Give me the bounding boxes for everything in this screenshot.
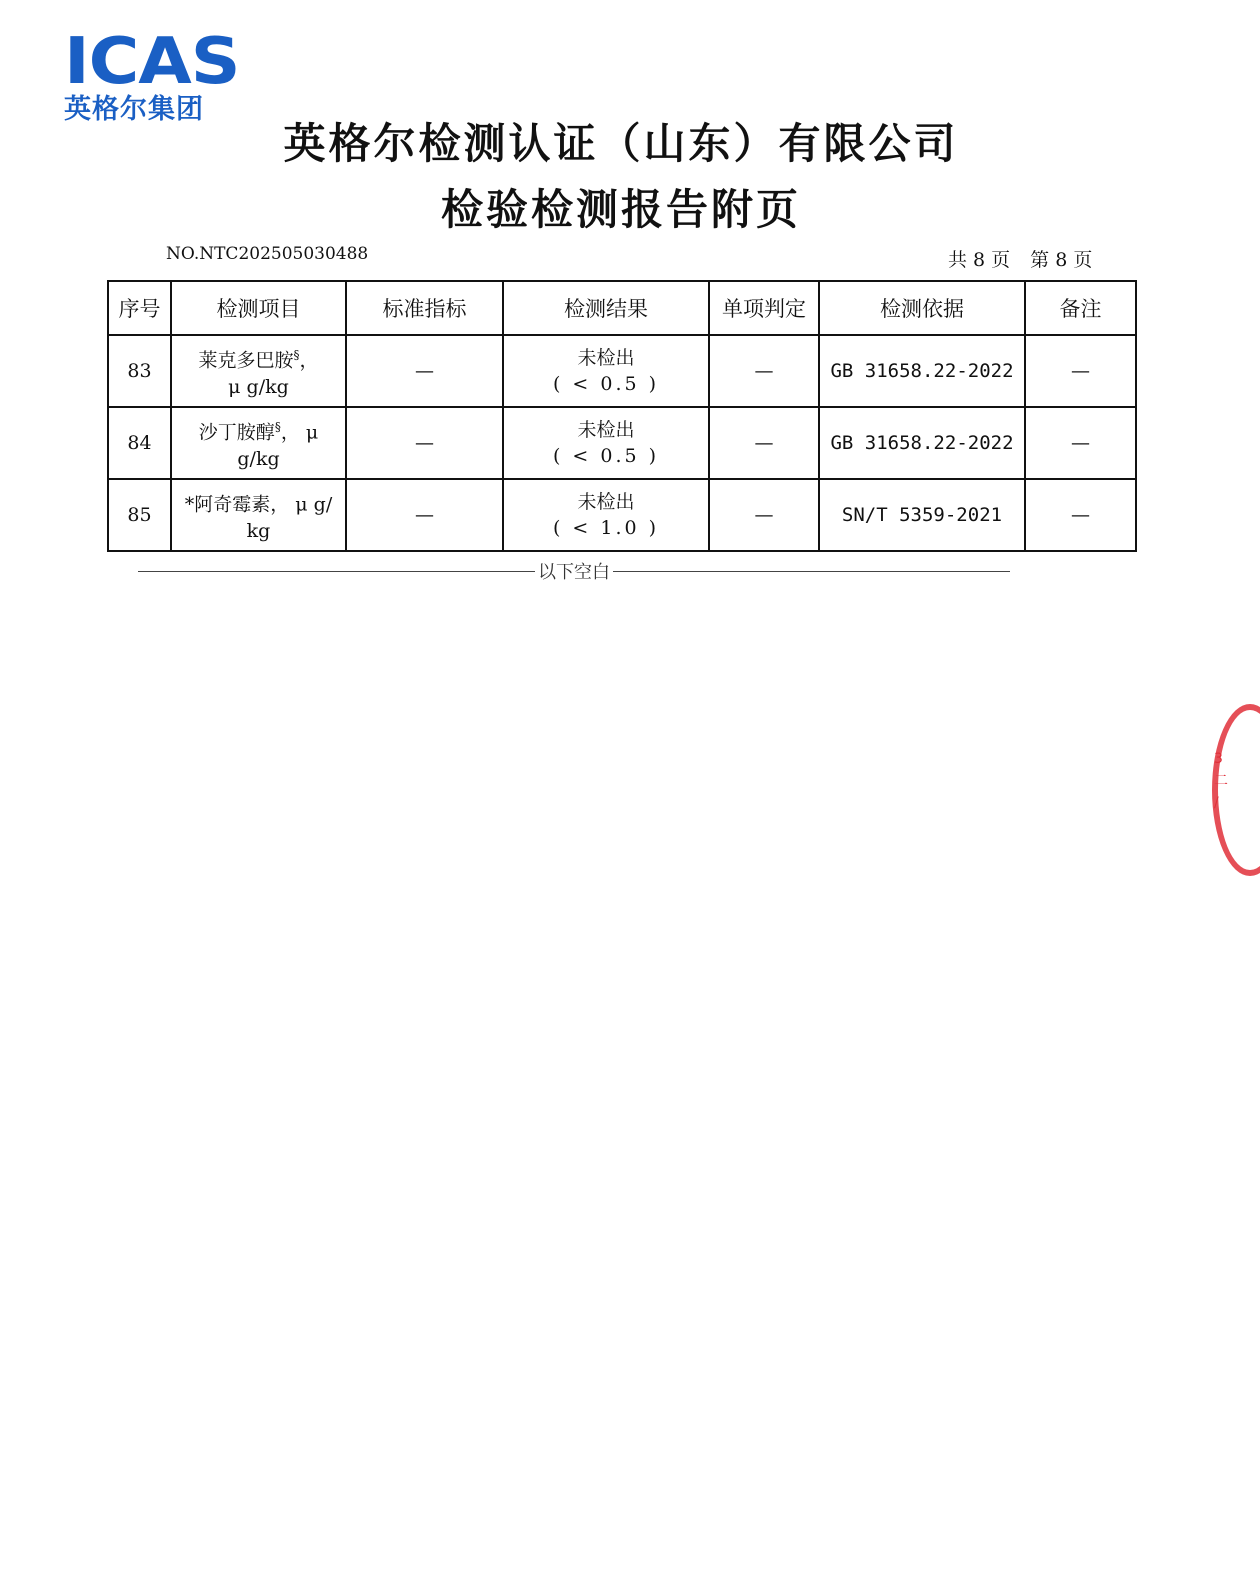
result-text: 未检出 <box>577 419 635 441</box>
col-header-remark: 备注 <box>1025 281 1136 335</box>
seal-mark: 二 <box>1214 773 1228 789</box>
report-number: NO.NTC202505030488 <box>166 244 369 264</box>
cell-result <box>503 407 709 479</box>
cell-item <box>171 335 346 407</box>
col-header-basis: 检测依据 <box>819 281 1025 335</box>
result-limit: ( < 0.5 ) <box>552 445 660 467</box>
seal-mark: / <box>1214 795 1219 811</box>
col-header-standard: 标准指标 <box>346 281 503 335</box>
cell-no: 84 <box>108 407 171 479</box>
cell-judgement: — <box>709 407 819 479</box>
col-header-item: 检测项目 <box>171 281 346 335</box>
item-unit: μ g/kg <box>228 375 289 398</box>
item-name: 沙丁胺醇 <box>198 421 275 444</box>
cell-basis: GB 31658.22-2022 <box>819 335 1025 407</box>
divider-right <box>613 571 1010 572</box>
item-unit: kg <box>246 519 271 542</box>
blank-below-text: 以下空白 <box>538 562 610 583</box>
cell-basis: SN/T 5359-2021 <box>819 479 1025 551</box>
cell-item <box>171 407 346 479</box>
result-text: 未检出 <box>577 347 635 369</box>
item-name: 莱克多巴胺 <box>198 349 294 372</box>
cell-basis: GB 31658.22-2022 <box>819 407 1025 479</box>
col-header-judgement: 单项判定 <box>709 281 819 335</box>
company-name: 英格尔检测认证（山东）有限公司 <box>283 119 959 168</box>
cell-remark: — <box>1025 479 1136 551</box>
seal-mark: 3 <box>1214 751 1223 767</box>
cell-result <box>503 335 709 407</box>
cell-judgement: — <box>709 335 819 407</box>
logo-mark: ICAS <box>64 25 240 99</box>
item-name: *阿奇霉素， μ g/ <box>184 493 333 516</box>
cell-standard: — <box>346 335 503 407</box>
current-page: 第 8 页 <box>1030 249 1093 271</box>
cell-item <box>171 479 346 551</box>
table-header-row <box>108 281 1136 335</box>
col-header-result: 检测结果 <box>503 281 709 335</box>
table-row <box>108 407 1136 479</box>
cell-no: 85 <box>108 479 171 551</box>
divider-left <box>138 571 535 572</box>
seal-marks <box>1214 748 1228 814</box>
result-limit: ( < 0.5 ) <box>552 373 660 395</box>
cell-standard: — <box>346 407 503 479</box>
document-title: 检验检测报告附页 <box>440 185 801 234</box>
item-unit: g/kg <box>237 447 280 470</box>
result-limit: ( < 1.0 ) <box>552 517 660 539</box>
total-pages: 共 8 页 <box>948 249 1011 271</box>
result-text: 未检出 <box>577 491 635 513</box>
company-logo <box>64 25 244 126</box>
results-table <box>107 280 1137 552</box>
table-row <box>108 335 1136 407</box>
cell-standard: — <box>346 479 503 551</box>
item-marker: § <box>293 348 300 363</box>
logo-subtitle: 英格尔集团 <box>64 94 204 125</box>
col-header-no: 序号 <box>108 281 171 335</box>
cell-judgement: — <box>709 479 819 551</box>
cell-remark: — <box>1025 335 1136 407</box>
table-row <box>108 479 1136 551</box>
page-info <box>948 245 1092 272</box>
cell-remark: — <box>1025 407 1136 479</box>
item-marker: § <box>274 420 281 435</box>
item-name-tail: ， μ <box>280 421 319 444</box>
blank-below-line <box>138 558 1010 584</box>
item-name-tail: ， <box>299 349 319 372</box>
cell-no: 83 <box>108 335 171 407</box>
cell-result <box>503 479 709 551</box>
